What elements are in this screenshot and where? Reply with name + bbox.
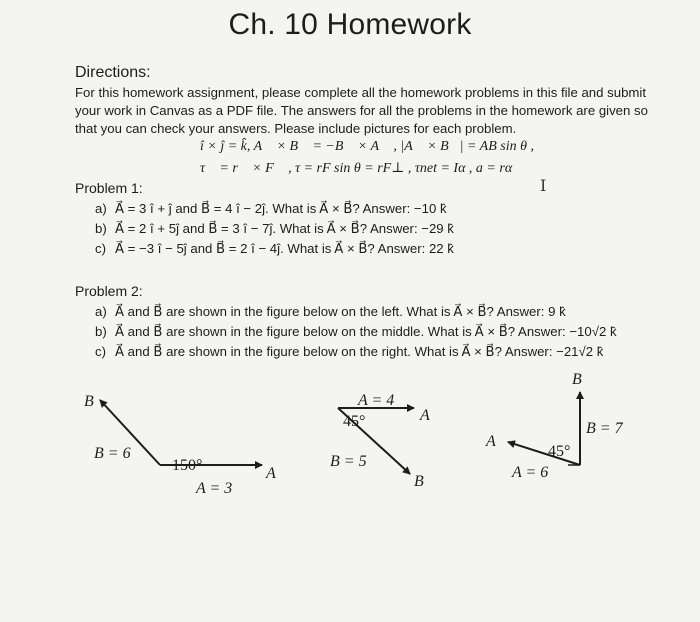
problem-1-item-b <box>95 221 454 237</box>
angle-label: 150° <box>172 457 203 474</box>
item-label: c) <box>95 344 106 359</box>
item-text: A⃗ = −3 î − 5ĵ and B⃗ = 2 î − 4ĵ. What is A⃗ × B⃗? Answer: 22 k̂ <box>115 241 454 256</box>
item-label: c) <box>95 241 106 256</box>
vector-b-label: B⃗ <box>414 473 437 490</box>
b-magnitude-label: B = 6 <box>94 445 131 462</box>
equation-line-1: î × ĵ = k̂, A⃗ × B⃗ = −B⃗ × A⃗ , |A⃗ × B⃗| = AB sin θ , <box>200 139 534 154</box>
figure-middle <box>330 392 442 490</box>
a-magnitude-label: A = 3 <box>196 480 233 497</box>
vector-b-label: B⃗ <box>84 393 107 410</box>
figure-right <box>485 371 624 481</box>
directions-heading: Directions: <box>75 64 151 81</box>
vector-a-label: A⃗ <box>420 407 443 424</box>
item-label: b) <box>95 221 107 236</box>
item-text: A⃗ = 2 î + 5ĵ and B⃗ = 3 î − 7ĵ. What is A⃗ × B⃗? Answer: −29 k̂ <box>115 221 454 236</box>
item-label: b) <box>95 324 107 339</box>
a-magnitude-label: A = 4 <box>358 392 395 409</box>
item-text: A⃗ and B⃗ are shown in the figure below on the left. What is A⃗ × B⃗? Answer: 9 k̂ <box>115 304 566 319</box>
vector-b-label: B⃗ <box>572 371 595 388</box>
text-cursor-icon: I <box>540 176 547 195</box>
b-magnitude-label: B = 7 <box>586 420 623 437</box>
problem-2-item-b <box>95 324 617 340</box>
problem-2-item-c <box>95 344 603 360</box>
item-text: A⃗ and B⃗ are shown in the figure below on the right. What is A⃗ × B⃗? Answer: −21√2 k̂ <box>115 344 604 359</box>
problem-1-item-c <box>95 241 454 257</box>
item-label: a) <box>95 201 107 216</box>
angle-label: 45° <box>548 443 571 460</box>
item-text: A⃗ = 3 î + ĵ and B⃗ = 4 î − 2ĵ. What is A⃗ × B⃗? Answer: −10 k̂ <box>115 201 447 216</box>
problem-1-heading: Problem 1: <box>75 180 143 196</box>
angle-label: 45° <box>343 413 366 430</box>
vector-a-label: A⃗ <box>266 465 289 482</box>
equation-line-2: τ⃗ = r⃗ × F⃗ , τ = rF sin θ = rF⊥ , τnet = Iα , a = rα <box>200 161 513 176</box>
figure-left <box>84 393 288 497</box>
directions-text: For this homework assignment, please complete all the homework problems in this file and submit your work in Canvas as a PDF file. The answers for all the problems in the homework are given so that you can check your answers. Please include pictures for each problem. <box>75 85 648 136</box>
item-label: a) <box>95 304 107 319</box>
vector-a-label: A⃗ <box>486 433 509 450</box>
problem-2-heading: Problem 2: <box>75 283 143 299</box>
a-magnitude-label: A = 6 <box>512 464 549 481</box>
problem-1-item-a <box>95 201 447 217</box>
problem-2-item-a <box>95 304 566 320</box>
page-title: Ch. 10 Homework <box>228 8 472 41</box>
vector-figures <box>0 360 700 520</box>
b-magnitude-label: B = 5 <box>330 453 367 470</box>
item-text: A⃗ and B⃗ are shown in the figure below on the middle. What is A⃗ × B⃗? Answer: −10√2 k̂ <box>115 324 617 339</box>
